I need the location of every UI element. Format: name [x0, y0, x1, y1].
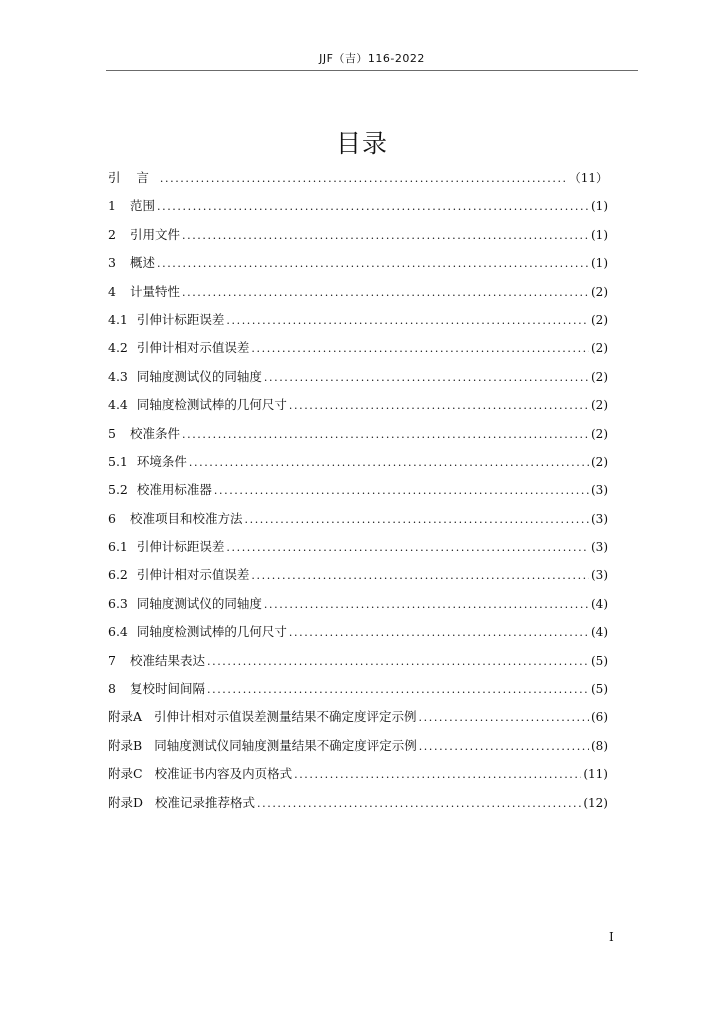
toc-entry[interactable] [108, 452, 608, 480]
toc-entry-page: (2) [591, 312, 608, 327]
toc-entry[interactable] [108, 480, 608, 508]
toc-entry-label: 校准结果表达 [130, 652, 206, 668]
toc-entry[interactable] [108, 424, 608, 452]
toc-entry[interactable] [108, 225, 608, 253]
toc-entry-number: 4.4 [108, 397, 128, 413]
toc-entry-number: 1 [108, 198, 116, 214]
toc-entry-label: 同轴度测试仪的同轴度 [136, 595, 262, 611]
toc-entry[interactable] [108, 338, 608, 366]
toc-leader-dots [189, 453, 589, 473]
toc-entry-label: 计量特性 [130, 283, 181, 299]
toc-entry-number: 8 [108, 681, 116, 697]
toc-entry-page: (1) [591, 256, 608, 271]
toc-entry[interactable] [108, 793, 608, 821]
page-number: I [609, 930, 614, 944]
toc-leader-dots [264, 595, 589, 615]
toc-entry-label: 复校时间间隔 [130, 681, 206, 697]
toc-entry[interactable] [108, 168, 608, 196]
toc-entry[interactable] [108, 707, 608, 735]
toc-entry-label: 引伸计相对示值误差 [136, 340, 250, 356]
toc-entry-label: 引用文件 [130, 226, 181, 242]
toc-leader-dots [419, 708, 589, 728]
toc-entry-label: 校准记录推荐格式 [155, 794, 256, 810]
toc-entry-label: 概述 [130, 255, 156, 271]
toc-entry-label: 引伸计标距误差 [136, 311, 225, 327]
toc-entry-label: 校准用标准器 [136, 482, 212, 498]
toc-leader-dots [182, 283, 589, 303]
toc-entry-page: (2) [591, 284, 608, 299]
toc-entry[interactable] [108, 736, 608, 764]
toc-leader-dots [182, 425, 589, 445]
toc-entry-number: 6.3 [108, 595, 128, 611]
toc-leader-dots [251, 339, 589, 359]
toc-entry-number: 附录A [108, 709, 143, 725]
toc-leader-dots [226, 311, 589, 331]
toc-entry-page: (2) [591, 341, 608, 356]
toc-entry-number: 7 [108, 652, 116, 668]
toc-entry-page: (11) [583, 767, 608, 782]
toc-entry-page: (3) [591, 568, 608, 583]
toc-leader-dots [214, 481, 589, 501]
toc-entry-page: (3) [591, 483, 608, 498]
table-of-contents [108, 168, 608, 821]
toc-entry-label: 同轴度测试仪的同轴度 [136, 368, 262, 384]
toc-leader-dots [157, 197, 589, 217]
toc-entry-number: 4.3 [108, 368, 128, 384]
toc-entry-number: 附录C [108, 766, 143, 782]
toc-entry-page: (5) [591, 653, 608, 668]
toc-leader-dots [289, 623, 589, 643]
running-header: JJF（吉）116-2022 [106, 50, 638, 71]
toc-leader-dots [264, 368, 589, 388]
toc-leader-dots [207, 652, 589, 672]
toc-entry-number: 6 [108, 510, 116, 526]
toc-entry-number: 4.1 [108, 311, 128, 327]
toc-entry-page: （11） [568, 171, 608, 185]
toc-entry-page: (4) [591, 596, 608, 611]
toc-entry-number: 4 [108, 283, 116, 299]
toc-entry-number: 附录B [108, 737, 143, 753]
toc-entry-page: (6) [591, 710, 608, 725]
toc-leader-dots [257, 794, 581, 814]
toc-entry[interactable] [108, 565, 608, 593]
toc-entry[interactable] [108, 594, 608, 622]
toc-entry[interactable] [108, 310, 608, 338]
toc-entry[interactable] [108, 509, 608, 537]
toc-leader-dots [251, 566, 589, 586]
toc-entry[interactable] [108, 367, 608, 395]
page-title: 目录 [335, 129, 388, 158]
toc-entry-label: 同轴度测试仪同轴度测量结果不确定度评定示例 [154, 737, 417, 753]
toc-leader-dots [182, 226, 589, 246]
toc-entry-page: (1) [591, 227, 608, 242]
toc-entry[interactable] [108, 282, 608, 310]
toc-entry-label: 同轴度检测试棒的几何尺寸 [136, 624, 287, 640]
toc-entry-page: (1) [591, 199, 608, 214]
toc-entry-page: (2) [591, 398, 608, 413]
toc-leader-dots [419, 737, 589, 757]
toc-leader-dots [157, 254, 589, 274]
toc-entry-label: 环境条件 [136, 453, 187, 469]
toc-entry[interactable] [108, 537, 608, 565]
toc-entry-label: 引伸计标距误差 [136, 539, 225, 555]
toc-entry-number: 引 言 [108, 170, 149, 185]
toc-entry-page: (2) [591, 454, 608, 469]
toc-entry-page: (2) [591, 426, 608, 441]
toc-entry-page: (8) [591, 738, 608, 753]
toc-entry[interactable] [108, 651, 608, 679]
toc-entry-number: 5 [108, 425, 116, 441]
toc-entry[interactable] [108, 395, 608, 423]
toc-entry-number: 6.2 [108, 567, 128, 583]
toc-entry-page: (5) [591, 682, 608, 697]
toc-entry-label: 同轴度检测试棒的几何尺寸 [136, 397, 287, 413]
toc-entry-page: (3) [591, 511, 608, 526]
toc-entry-label: 范围 [130, 198, 156, 214]
toc-entry-number: 3 [108, 255, 116, 271]
toc-entry-label: 校准项目和校准方法 [130, 510, 243, 526]
toc-leader-dots [245, 510, 589, 530]
toc-leader-dots [160, 169, 567, 189]
toc-entry[interactable] [108, 196, 608, 224]
toc-entry-label: 引伸计相对示值误差测量结果不确定度评定示例 [154, 709, 417, 725]
toc-entry-number: 5.1 [108, 453, 128, 469]
toc-entry[interactable] [108, 679, 608, 707]
toc-entry-number: 2 [108, 226, 116, 242]
toc-leader-dots [207, 680, 589, 700]
toc-entry-number: 附录D [108, 794, 144, 810]
toc-leader-dots [289, 396, 589, 416]
toc-entry-page: (3) [591, 540, 608, 555]
toc-entry-label: 引伸计相对示值误差 [136, 567, 250, 583]
toc-entry-number: 4.2 [108, 340, 128, 356]
toc-entry-number: 5.2 [108, 482, 128, 498]
toc-entry-page: (4) [591, 625, 608, 640]
toc-entry-label: 校准证书内容及内页格式 [154, 766, 293, 782]
toc-entry-page: (12) [583, 795, 608, 810]
toc-entry[interactable] [108, 253, 608, 281]
toc-entry-page: (2) [591, 369, 608, 384]
toc-entry-number: 6.1 [108, 539, 128, 555]
toc-leader-dots [226, 538, 589, 558]
toc-leader-dots [294, 765, 581, 785]
toc-entry-number: 6.4 [108, 624, 128, 640]
toc-entry[interactable] [108, 622, 608, 650]
toc-entry-label: 校准条件 [130, 425, 181, 441]
toc-entry[interactable] [108, 764, 608, 792]
